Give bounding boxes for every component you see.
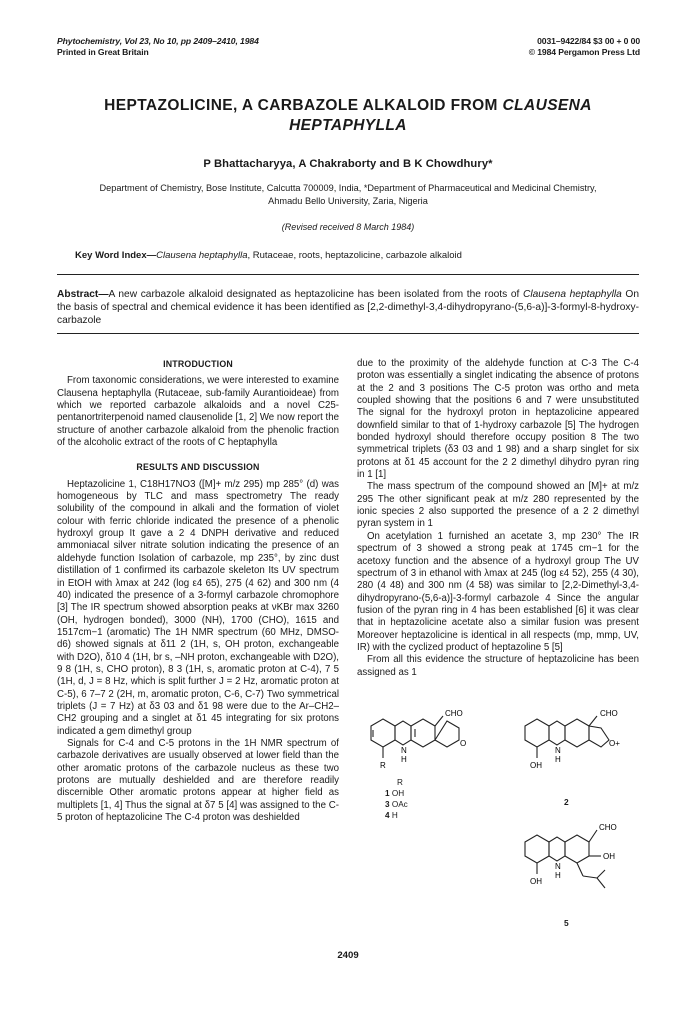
s2-oplus-label: O+: [609, 739, 620, 748]
introduction-heading: INTRODUCTION: [163, 359, 233, 369]
abstract-text-post: On the basis of spectral and chemical evidence it has been identified as [2,2-dimethyl-3,4-dihydropyrano-(5,6-a)]-3-formyl-8-hydroxy-carbazole: [57, 289, 639, 326]
affiliation-line2: Ahmadu Bello University, Zaria, Nigeria: [268, 195, 428, 206]
s1-o-label: O: [460, 739, 467, 748]
affiliation-line1: Department of Chemistry, Bose Institute, Calcutta 700009, India, *Department of Pharmaceutical and Medicinal Chemistry,: [99, 183, 597, 193]
keywords-rest: , Rutaceae, roots, heptazolicine, carbazole alkaloid: [247, 250, 462, 261]
abstract-italic: Clausena heptaphylla: [522, 289, 622, 300]
s1-h-label: H: [401, 755, 407, 764]
legend-r-head: R: [397, 778, 403, 787]
legend-row3-num: 4: [385, 811, 390, 820]
ring-a: [371, 719, 395, 747]
s5-n-label: N: [555, 862, 561, 871]
results-paragraph-2: Signals for C-4 and C-5 protons in the 1H NMR spectrum of carbazole derivatives are usually observed at lower field than the other aromatic protons of the carbazole nucleus as these two protons are mutually deshielded and are therefore readily discernible Other aromatic protons appear at higher field as multiplets [1, 4] Thus the signal at δ7 5 [4] was assigned to the C-5 proton of heptazolicine The C-4 proton was deshielded: [57, 737, 339, 824]
results-paragraph-6: From all this evidence the structure of heptazolicine has been assigned as 1: [357, 654, 639, 678]
s2-ring-a: [525, 719, 549, 747]
title-species: HEPTAPHYLLA: [289, 117, 407, 134]
title-line1: HEPTAZOLICINE, A CARBAZOLE ALKALOID FROM: [104, 97, 503, 114]
abstract-label: Abstract: [57, 289, 99, 300]
structure-5-diagram: [517, 812, 647, 902]
divider-bottom: [57, 333, 639, 334]
s5-oh-right-label: OH: [603, 852, 615, 861]
divider-top: [57, 274, 639, 275]
printed-in: Printed in Great Britain: [57, 47, 149, 57]
legend-row2-num: 3: [385, 800, 390, 809]
authors: P Bhattacharyya, A Chakraborty and B K Chowdhury*: [203, 158, 493, 170]
structure-5-number: 5: [564, 918, 569, 928]
title-genus: CLAUSENA: [502, 97, 592, 114]
journal-header-right: [340, 36, 640, 58]
results-paragraph-1: Heptazolicine 1, C18H17NO3 ([M]+ m/z 295) mp 285° (d) was homogeneous by TLC and mass spectrometry The ready solubility of the compound in alkali and the formation of violet colour with ferric chloride indicated the presence of a phenolic hydroxyl group It gave a 2 4 DNPH derivative and reduced ammoniacal silver nitrate solution indicating the presence of an aldehyde function Isolation of carbazole, mp 235°, by zinc dust distillation of 1 confirmed its carbazole skeleton Its UV spectrum in EtOH with λmax at 242 (log ε4 65), 275 (4 62) and 300 nm (4 40) indicated the presence of a 3-formyl carbazole chromophore [3] The IR spectrum showed absorption peaks at νKBr max 3260 (OH, hydrogen bonded), 3000 (NH), 1700 (CHO), 1615 and 1517cm−1 (aromatic) The 1H NMR spectrum (60 MHz, DMSO-d6) showed signals at δ11 2 (1H, s, OH proton, exchangeable with D2O), δ10 4 (1H, br s, –NH proton, exchangeable with D2O), 9 8 (1H, s, CHO proton), 8 3 (1H, s, aromatic proton at C-4), 7 5 (1H, d, J = 8 Hz, which is split further J = 2 Hz, aromatic proton at C-5), 6 7–7 2 (2H, m, aromatic proton, C-6, C-7) Two symmetrical triplets (J = 7 Hz) at δ3 03 and δ1 98 were due to the Ar–CH2–CH2 grouping and a singlet at δ1 45 integrating for six protons indicated a gem dimethyl group: [57, 478, 339, 737]
legend-row1-num: 1: [385, 789, 390, 798]
page-number: 2409: [337, 950, 359, 961]
s5-h-label: H: [555, 871, 561, 880]
affiliation: [62, 182, 634, 207]
s2-cho-label: CHO: [600, 709, 618, 718]
s2-n-label: N: [555, 746, 561, 755]
results-paragraph-5: On acetylation 1 furnished an acetate 3, mp 230° The IR spectrum of 3 showed a strong peak at 1745 cm−1 for the acetoxy function and the absence of a hydroxyl group The UV spectrum of 3 in ethanol with λmax at 245 (log ε4 52), 255 (4 30), 280 (4 48) and 300 nm (4 58) was similar to [2,2-Dimethyl-3,4-dihydropyrano-(5,6-a)]-3-formyl carbazole 4 Since the angular fusion of the pyran ring in 4 has been established [6] it was clear that in heptazolicine acetate also a similar fusion was present Moreover heptazolicine is identical in all respects (mp, mmp, UV, IR) with the cyclized product of heptazoline 5 [5]: [357, 530, 639, 653]
abstract-text-pre: A new carbazole alkaloid designated as heptazolicine has been isolated from the roots of: [108, 289, 523, 300]
paper-title: [57, 96, 639, 136]
keywords-italic: Clausena heptaphylla: [156, 250, 248, 261]
s1-cho-label: CHO: [445, 709, 463, 718]
structure-1-legend: [385, 777, 425, 821]
s2-ring-b: [549, 721, 565, 745]
left-column: [57, 358, 339, 824]
s2-oh-label: OH: [530, 761, 542, 770]
s1-r-label: R: [380, 761, 386, 770]
ring-b: [395, 721, 411, 745]
s5-oh-bottom-label: OH: [530, 877, 542, 886]
s5-ring-c: [565, 835, 589, 863]
results-paragraph-3: due to the proximity of the aldehyde function at C-3 The C-4 proton was essentially a singlet indicating the absence of protons at the 2 and 3 positions The C-5 proton was ortho and meta coupled showing that the positions 6 and 7 were unsubstituted The signal for the hydroxyl proton in heptazolicine appeared downfield similar to that of 1-hydroxy carbazole [5] The hydrogen bonded hydroxyl should therefore occupy position 8 The two symmetrical triplets (δ3 03 and 1 98) and a sharp singlet for six protons at δ1 45 account for the 2 2 dimethyl dihydro pyran ring in 1 [1]: [357, 358, 639, 481]
s5-ring-a: [525, 835, 549, 863]
s5-cho-label: CHO: [599, 823, 617, 832]
copyright: © 1984 Pergamon Press Ltd: [528, 47, 640, 57]
pyran-ring: [435, 721, 459, 747]
structure-2-diagram: [517, 706, 647, 786]
legend-row3-val: H: [391, 811, 398, 820]
s2-h-label: H: [555, 755, 561, 764]
structure-2-number: 2: [564, 797, 569, 807]
s1-n-label: N: [401, 746, 407, 755]
right-column: [357, 358, 639, 679]
results-paragraph-4: The mass spectrum of the compound showed an [M]+ at m/z 295 The other significant peak at m/z 280 represented by the ionic species 2 also supported the presence of a 2 2 dimethyl pyran system in 1: [357, 481, 639, 530]
results-heading: RESULTS AND DISCUSSION: [136, 462, 260, 473]
s2-ring-c: [565, 719, 589, 747]
s5-ring-b: [549, 837, 565, 861]
legend-row2-val: OAc: [391, 800, 408, 809]
journal-citation: Phytochemistry, Vol 23, No 10, pp 2409–2410, 1984: [57, 36, 259, 46]
revised-date: (Revised received 8 March 1984): [281, 222, 415, 232]
keywords-label: Key Word Index: [75, 250, 147, 261]
introduction-paragraph: From taxonomic considerations, we were interested to examine Clausena heptaphylla (Rutaceae, sub-family Aurantioideae) from which we reported carbazole alkaloids and a novel C25-pentanortriterpenoid named clausenolide [1, 2] We now report the structure of another carbazole alkaloid from the phenolic fraction of the alcoholic extract of the roots of C heptaphylla: [57, 375, 339, 449]
structure-1-diagram: [357, 706, 507, 776]
article-code: 0031–9422/84 $3 00 + 0 00: [537, 36, 640, 46]
abstract: Abstract—A new carbazole alkaloid designated as heptazolicine has been isolated from the roots of Clausena heptaphylla On the basis of spectral and chemical evidence it has been identified as [2,2-dimethyl-3,4-dihydropyrano-(5,6-a)]-3-formyl-8-hydroxy-carbazole: [57, 289, 639, 326]
keywords: Key Word Index—Clausena heptaphylla, Rutaceae, roots, heptazolicine, carbazole alkaloid: [75, 250, 462, 261]
s2-pyran-ring: [589, 726, 609, 747]
journal-header-left: [57, 36, 387, 58]
legend-row1-val: OH: [391, 789, 405, 798]
